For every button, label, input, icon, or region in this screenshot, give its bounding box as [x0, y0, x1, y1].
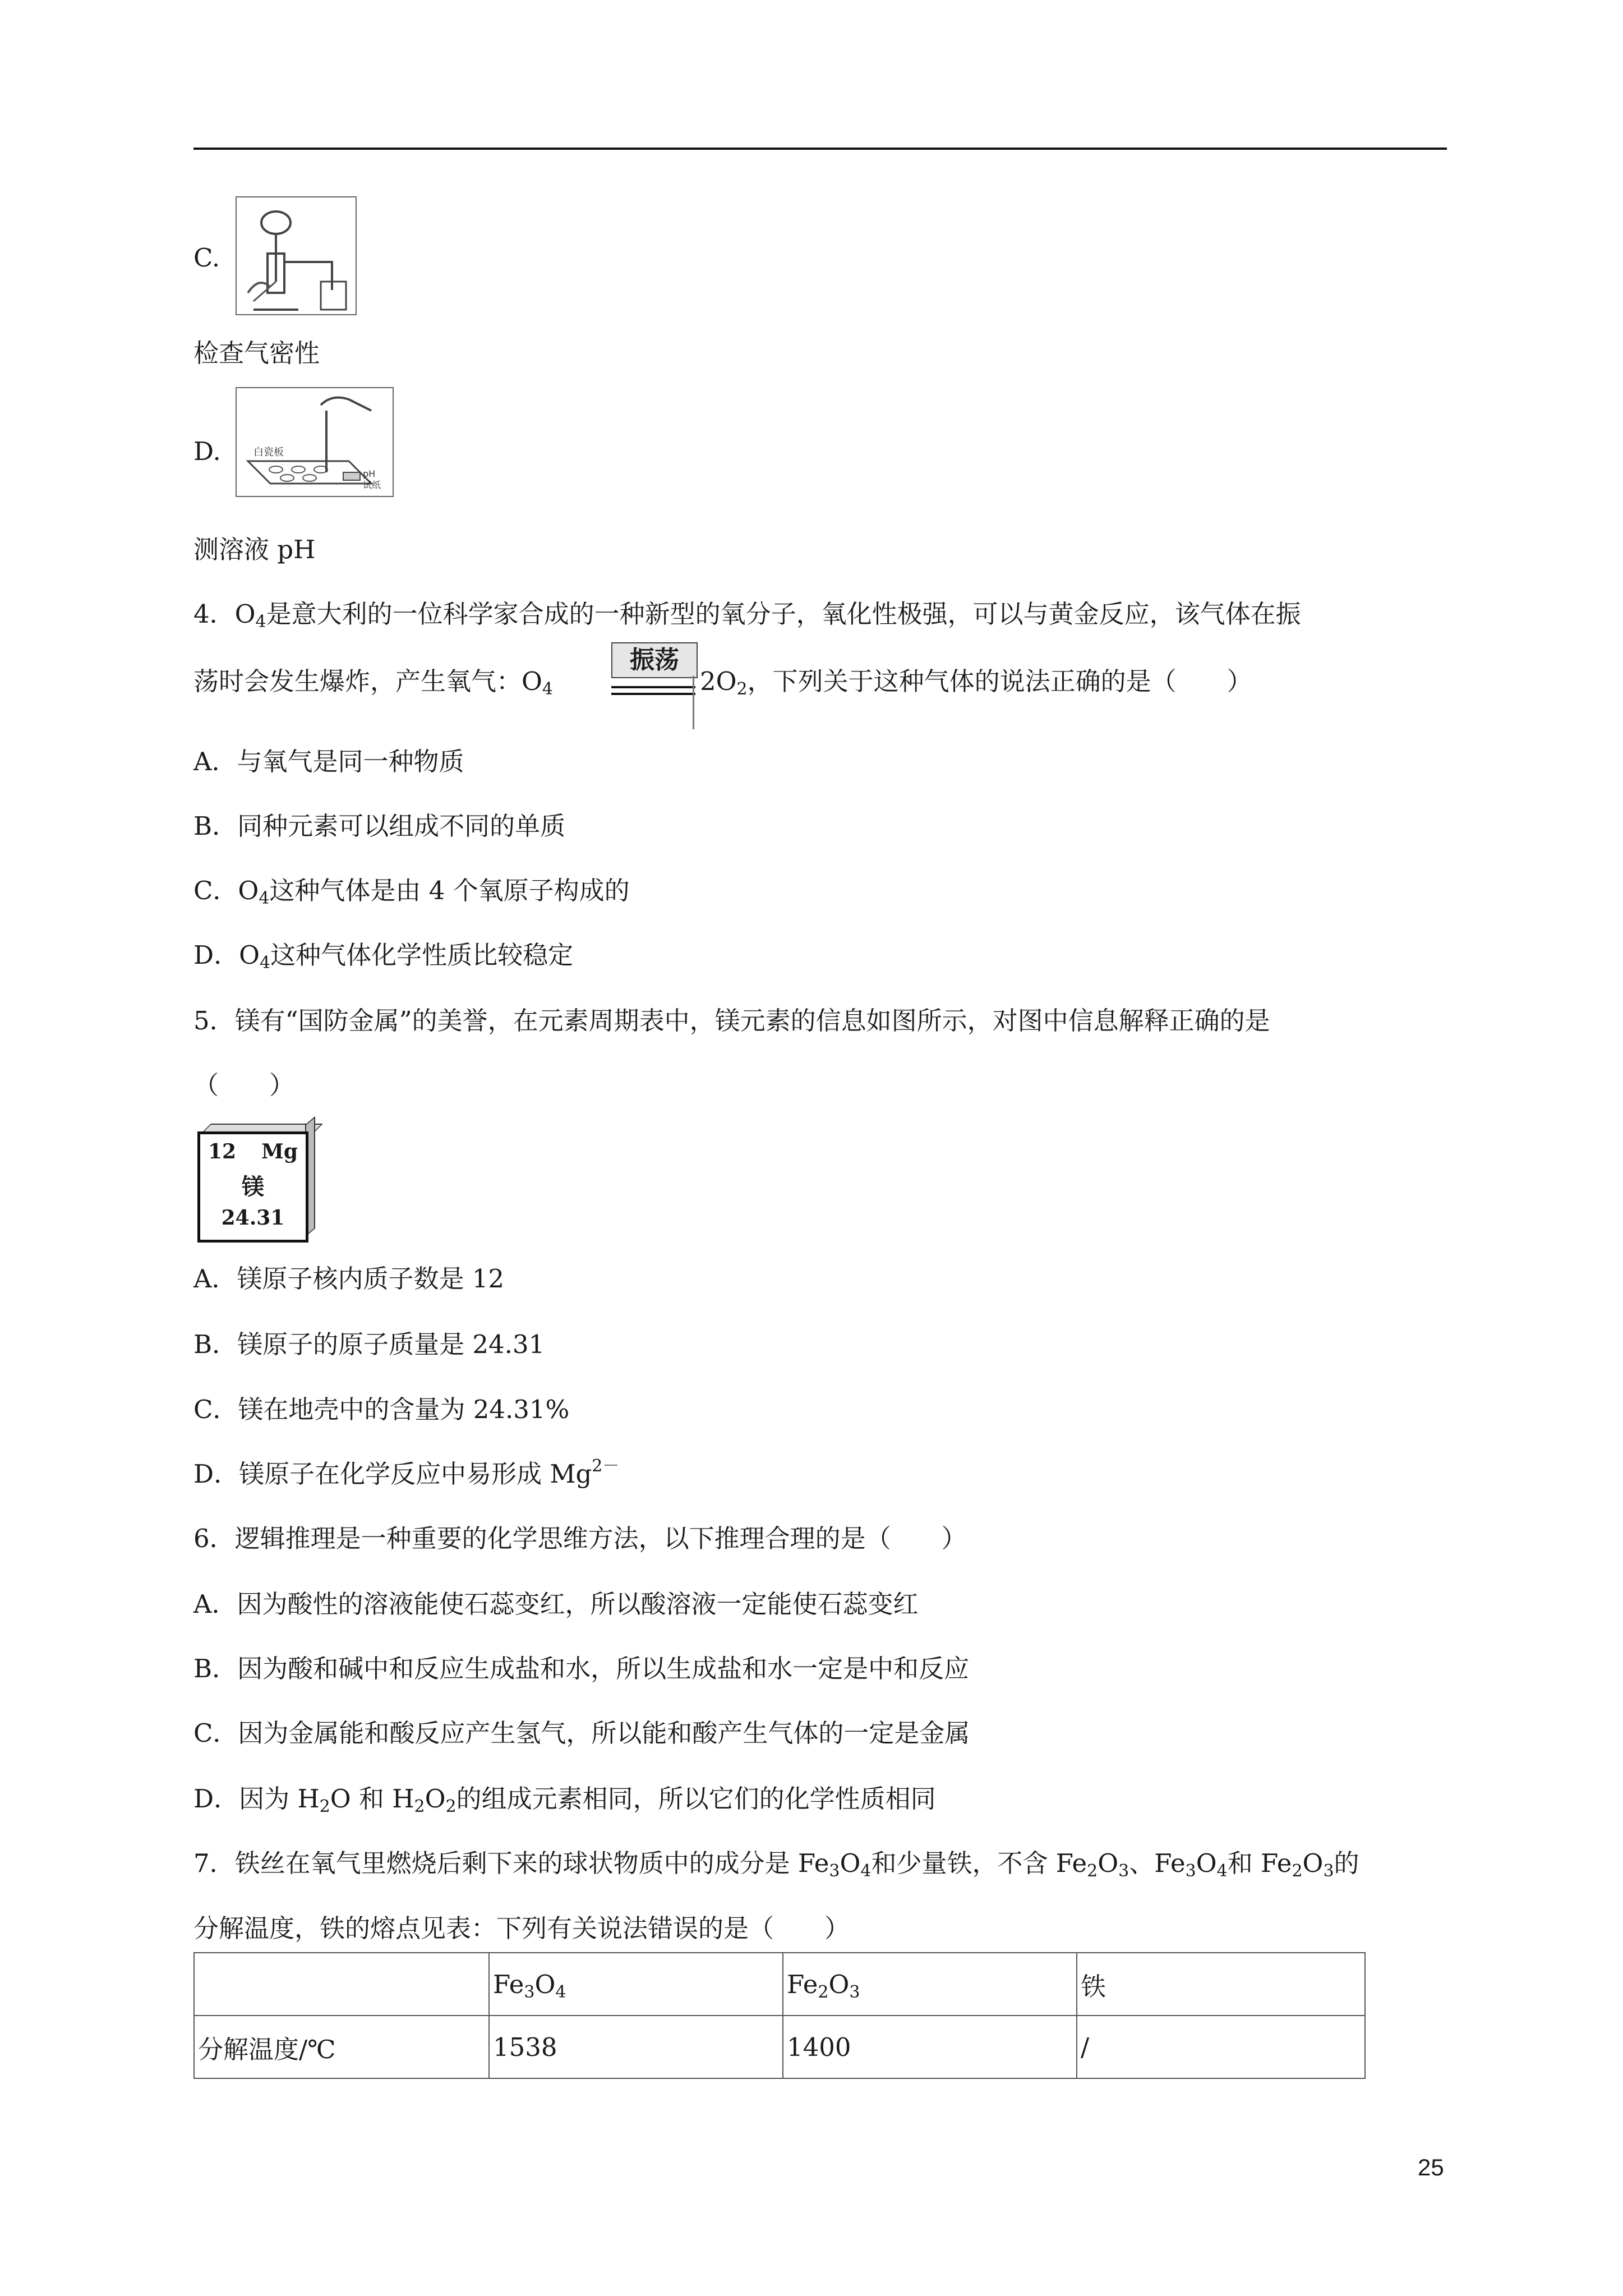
- q4-stem-line2-pre: 荡时会发生爆炸，产生氧气：$O_4$: [193, 666, 553, 699]
- table-header-row: [194, 1953, 1365, 2016]
- decomposition-temperature-table: [193, 1952, 1366, 2079]
- q6-option-d: D．因为 $H_2O$ 和 $H_2O_2$的组成元素相同，所以它们的化学性质相同: [193, 1784, 936, 1816]
- fig-label-paper: 试纸: [363, 480, 381, 490]
- table-header-iron: 铁: [1077, 1953, 1365, 2016]
- q5-option-b: B．镁原子的原子质量是 24.31: [193, 1329, 545, 1359]
- element-symbol: Mg: [261, 1140, 298, 1163]
- q6-stem: 6．逻辑推理是一种重要的化学思维方法，以下推理合理的是（ ）: [193, 1524, 967, 1553]
- q5-stem-line2: （ ）: [193, 1070, 295, 1100]
- element-name: 镁: [242, 1174, 264, 1200]
- table-row-label: 分解温度/℃: [194, 2016, 489, 2078]
- table-cell-fe2o3: 1400: [783, 2016, 1077, 2078]
- q3-option-c-caption: 检查气密性: [193, 338, 320, 368]
- table-row: [194, 2016, 1365, 2078]
- q4-option-c: C．$O_4$这种气体是由 4 个氧原子构成的: [193, 876, 630, 908]
- q3-option-d-caption: 测溶液 pH: [193, 535, 316, 564]
- q6-option-a: A．因为酸性的溶液能使石蕊变红，所以酸溶液一定能使石蕊变红: [193, 1589, 919, 1619]
- q4-option-a: A．与氧气是同一种物质: [193, 747, 464, 776]
- q5-stem-line1: 5．镁有“国防金属”的美誉，在元素周期表中，镁元素的信息如图所示，对图中信息解释正确的是: [193, 1006, 1270, 1036]
- q3-option-d-label: D.: [193, 436, 221, 466]
- atomic-number: 12: [208, 1140, 237, 1163]
- q4-stem-line2-rest: $2O_2$，下列关于这种气体的说法正确的是（ ）: [700, 666, 1252, 699]
- header-rule: [193, 148, 1447, 150]
- table-header-fe2o3: $Fe_2O_3$: [783, 1953, 1077, 2016]
- table-cell-empty: [194, 1953, 489, 2016]
- q4-option-d: D．$O_4$这种气体化学性质比较稳定: [193, 940, 574, 973]
- reaction-arrow: [611, 642, 695, 729]
- q5-option-a: A．镁原子核内质子数是 12: [193, 1264, 505, 1294]
- table-header-fe3o4: $Fe_3O_4$: [489, 1953, 783, 2016]
- table-cell-fe3o4: 1538: [489, 2016, 783, 2078]
- page-number: 25: [1418, 2154, 1444, 2180]
- q7-stem-line2: 分解温度，铁的熔点见表：下列有关说法错误的是（ ）: [193, 1913, 850, 1943]
- ph-measurement-figure: [236, 387, 394, 497]
- magnesium-element-card: [197, 1124, 315, 1241]
- fig-label-ph: pH: [363, 468, 376, 479]
- reaction-condition: 振荡: [611, 642, 698, 678]
- q4-option-b: B．同种元素可以组成不同的单质: [193, 811, 566, 841]
- q6-option-b: B．因为酸和碱中和反应生成盐和水，所以生成盐和水一定是中和反应: [193, 1654, 970, 1683]
- table-cell-iron: /: [1077, 2016, 1365, 2078]
- q5-option-c: C．镁在地壳中的含量为 24.31%: [193, 1395, 570, 1424]
- q6-option-c: C．因为金属能和酸反应产生氢气，所以能和酸产生气体的一定是金属: [193, 1718, 970, 1748]
- q4-stem-line1: 4．$O_4$是意大利的一位科学家合成的一种新型的氧分子，氧化性极强，可以与黄金反应，该气体在振: [193, 599, 1301, 632]
- q5-option-d: D．镁原子在化学反应中易形成 $Mg^{2-}$: [193, 1456, 620, 1489]
- airtightness-apparatus-figure: [236, 196, 357, 315]
- q3-option-c-label: C.: [193, 243, 220, 273]
- q7-stem-line1: 7．铁丝在氧气里燃烧后剩下来的球状物质中的成分是 $Fe_3O_4$和少量铁，不含 $Fe_2O_3$、$Fe_3O_4$和 $Fe_2O_3$的: [193, 1848, 1359, 1881]
- fig-label-plate: 白瓷板: [253, 447, 284, 458]
- atomic-mass: 24.31: [221, 1206, 285, 1230]
